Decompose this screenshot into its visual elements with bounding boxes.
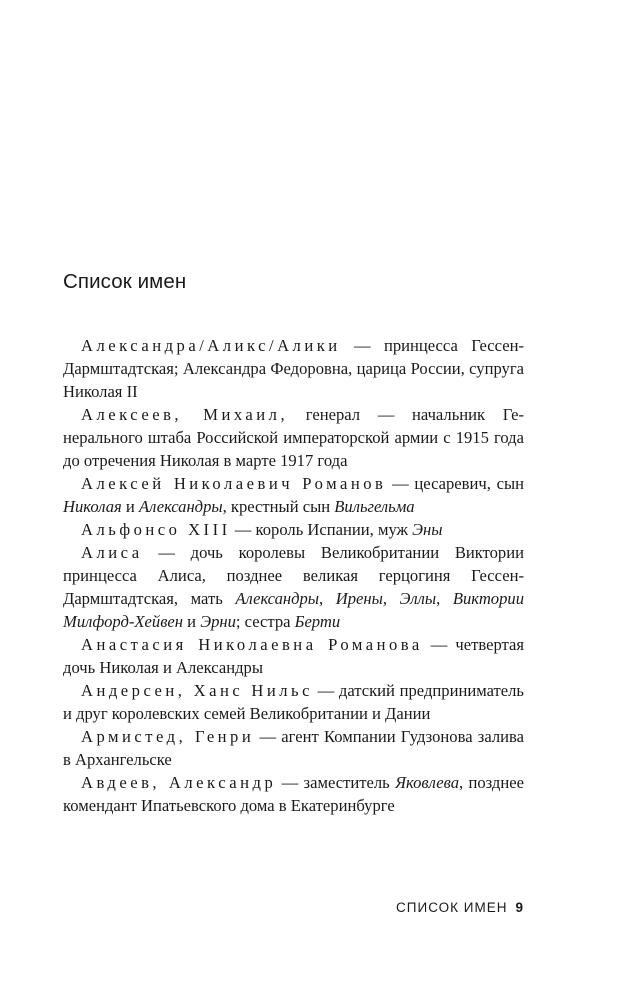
entry-alekseev: Алексеев, Михаил, генерал — начальник Генерального штаба Российской императорской армии с 1915 года до отречения Николая в марте 1917 года xyxy=(63,405,524,470)
entry-name: Армистед, Генри xyxy=(81,727,255,746)
page-number: 9 xyxy=(515,900,523,915)
entry-armisted: Армистед, Генри — агент Компании Гудзонова залива в Архангельске xyxy=(63,727,525,769)
section-heading: Список имен xyxy=(63,270,187,293)
entry-name: Алексеев, Михаил, xyxy=(81,405,289,424)
running-title: СПИСОК ИМЕН xyxy=(396,900,508,915)
name-list xyxy=(63,334,524,817)
entry-aleksandra: Александра/Аликс/Алики — принцесса Гессен-Дармштадтская; Александра Федоровна, царица России, супруга Николая II xyxy=(63,336,524,401)
entry-name: Андерсен, Ханс Нильс xyxy=(81,681,313,700)
entry-aleksei: Алексей Николаевич Романов — цесаревич, сын Николая и Александры, крестный сын Вильгельма xyxy=(63,474,524,516)
entry-name: Альфонсо XIII xyxy=(81,520,231,539)
entry-andersen: Андерсен, Ханс Нильс — датский предприниматель и друг королевских семей Великобритании и Дании xyxy=(63,681,524,723)
running-footer xyxy=(396,900,523,915)
entry-name: Анастасия Николаевна Романова xyxy=(81,635,423,654)
entry-alfonso: Альфонсо XIII — король Испании, муж Эны xyxy=(81,520,443,539)
entry-name: Александра/Аликс/Алики xyxy=(81,336,341,355)
entry-name: Авдеев, Александр xyxy=(81,773,277,792)
entry-alisa: Алиса — дочь королевы Великобритании Виктории принцесса Алиса, позднее великая герцогиня Гессен-Дармштадтская, мать Александры, Ирены, Эллы, Виктории Милфорд-Хейвен и Эрни; сестра Берти xyxy=(63,543,524,631)
entry-name: Алексей Николаевич Романов xyxy=(81,474,387,493)
entry-anastasia: Анастасия Николаевна Романова — четвертая дочь Николая и Александры xyxy=(63,635,525,677)
entry-name: Алиса xyxy=(81,543,143,562)
entry-avdeev: Авдеев, Александр — заместитель Яковлева, позднее комендант Ипатьевского дома в Екатеринбурге xyxy=(63,773,524,815)
